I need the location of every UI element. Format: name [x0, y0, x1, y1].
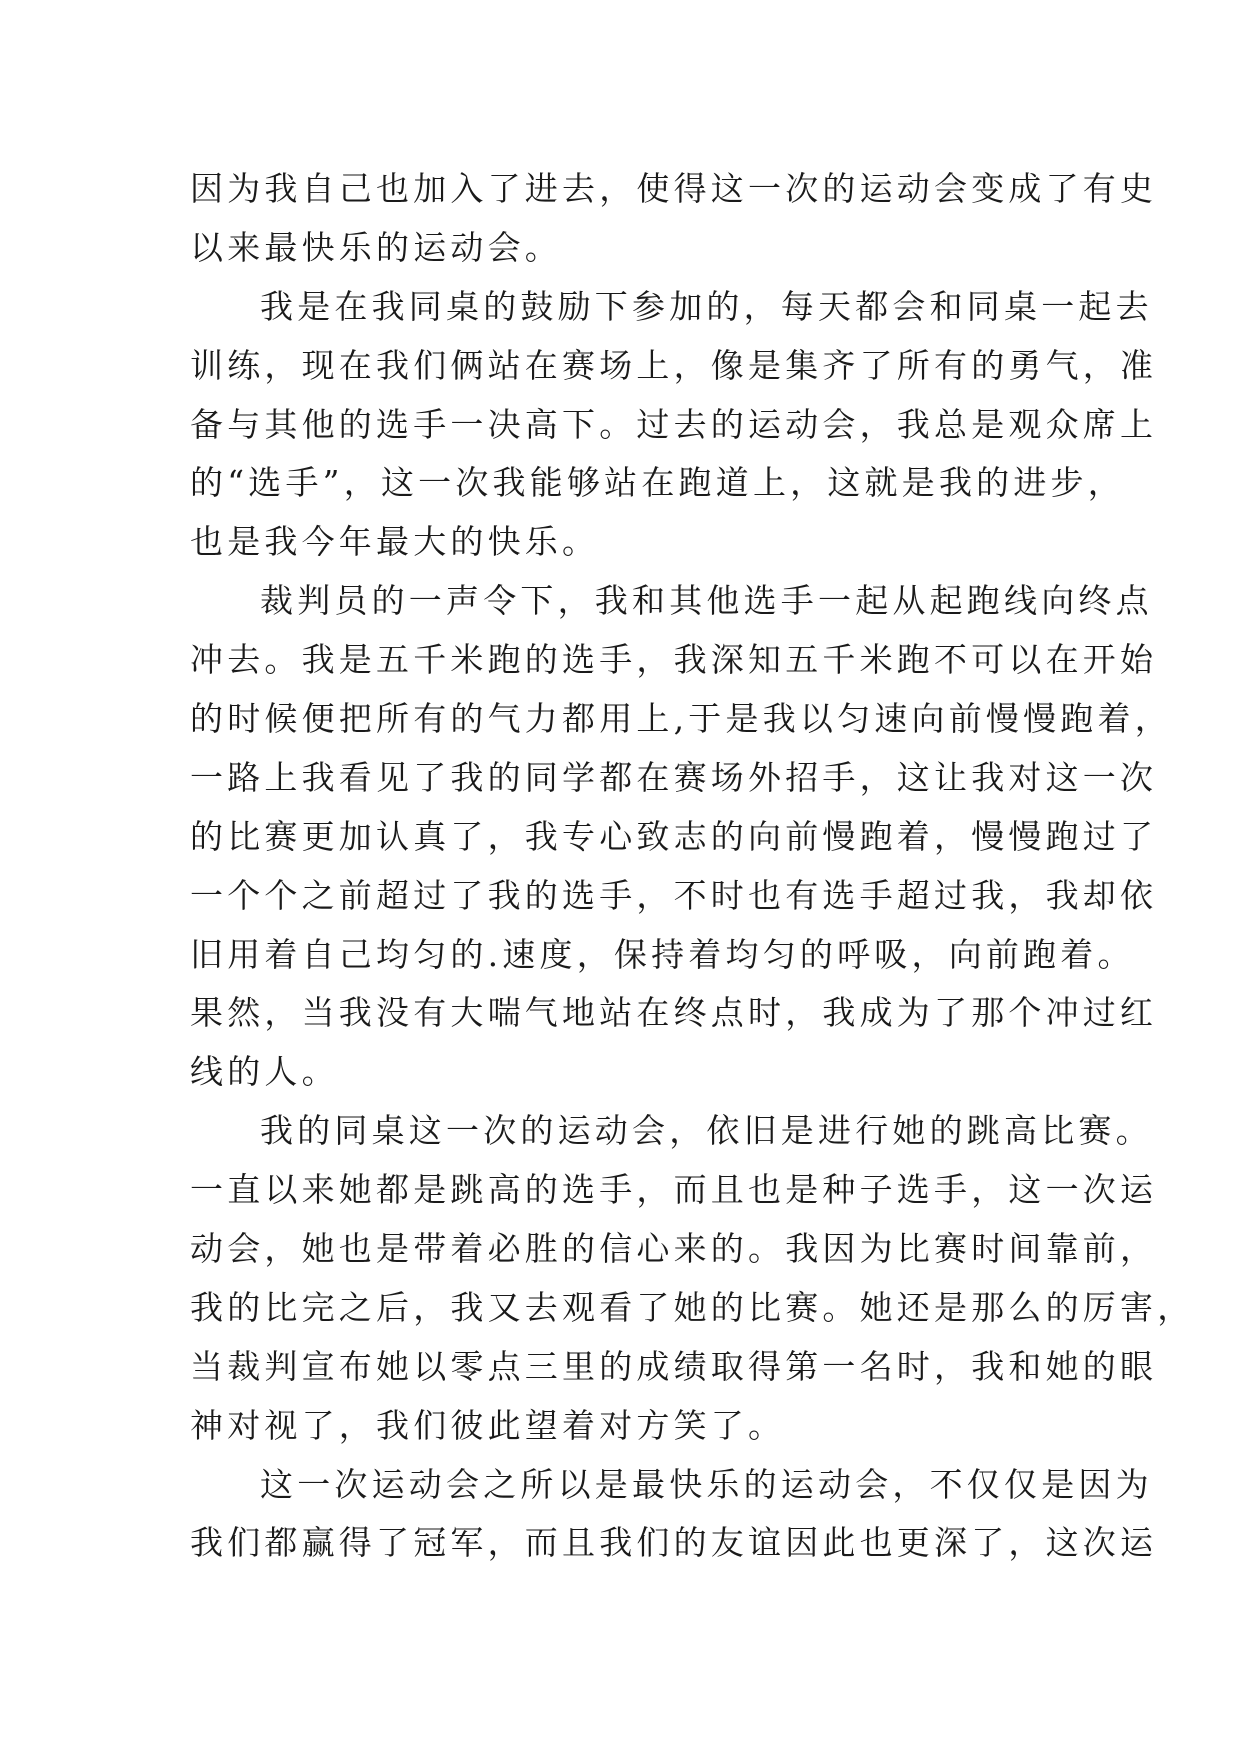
text-line: 神对视了，我们彼此望着对方笑了。	[190, 1405, 786, 1445]
text-line: 我是在我同桌的鼓励下参加的，每天都会和同桌一起去	[260, 286, 1153, 326]
text-line: 的“选手”，这一次我能够站在跑道上，这就是我的进步，	[190, 463, 1125, 503]
text-line: 因为我自己也加入了进去，使得这一次的运动会变成了有史	[190, 169, 1158, 208]
text-line: 冲去。我是五千米跑的选手，我深知五千米跑不可以在开始	[190, 640, 1158, 680]
text-line: 我们都赢得了冠军，而且我们的友谊因此也更深了，这次运	[190, 1523, 1158, 1563]
document-body	[190, 160, 1195, 1573]
text-line: 以来最快乐的运动会。	[190, 227, 562, 267]
text-line: 这一次运动会之所以是最快乐的运动会，不仅仅是因为	[260, 1464, 1153, 1504]
text-line: 一直以来她都是跳高的选手，而且也是种子选手，这一次运	[190, 1170, 1158, 1210]
text-line: 备与其他的选手一决高下。过去的运动会，我总是观众席上	[190, 404, 1158, 444]
text-line: 训练，现在我们俩站在赛场上，像是集齐了所有的勇气，准	[190, 345, 1158, 385]
text-line: 我的同桌这一次的运动会，依旧是进行她的跳高比赛。	[260, 1111, 1153, 1151]
text-line: 一个个之前超过了我的选手，不时也有选手超过我，我却依	[190, 875, 1158, 915]
text-line: 裁判员的一声令下，我和其他选手一起从起跑线向终点	[260, 581, 1153, 621]
text-line: 的时候便把所有的气力都用上,于是我以匀速向前慢慢跑着，	[190, 699, 1172, 739]
text-line: 当裁判宣布她以零点三里的成绩取得第一名时，我和她的眼	[190, 1346, 1158, 1386]
text-line: 旧用着自己均匀的.速度，保持着均匀的呼吸，向前跑着。	[190, 934, 1135, 974]
text-line: 我的比完之后，我又去观看了她的比赛。她还是那么的厉害，	[190, 1287, 1195, 1327]
text-line: 一路上我看见了我的同学都在赛场外招手，这让我对这一次	[190, 757, 1158, 797]
text-line: 动会，她也是带着必胜的信心来的。我因为比赛时间靠前，	[190, 1229, 1158, 1269]
text-line: 果然，当我没有大喘气地站在终点时，我成为了那个冲过红	[190, 993, 1158, 1033]
text-line: 也是我今年最大的快乐。	[190, 522, 600, 562]
text-line: 线的人。	[190, 1052, 339, 1092]
text-line: 的比赛更加认真了，我专心致志的向前慢跑着，慢慢跑过了	[190, 816, 1158, 856]
